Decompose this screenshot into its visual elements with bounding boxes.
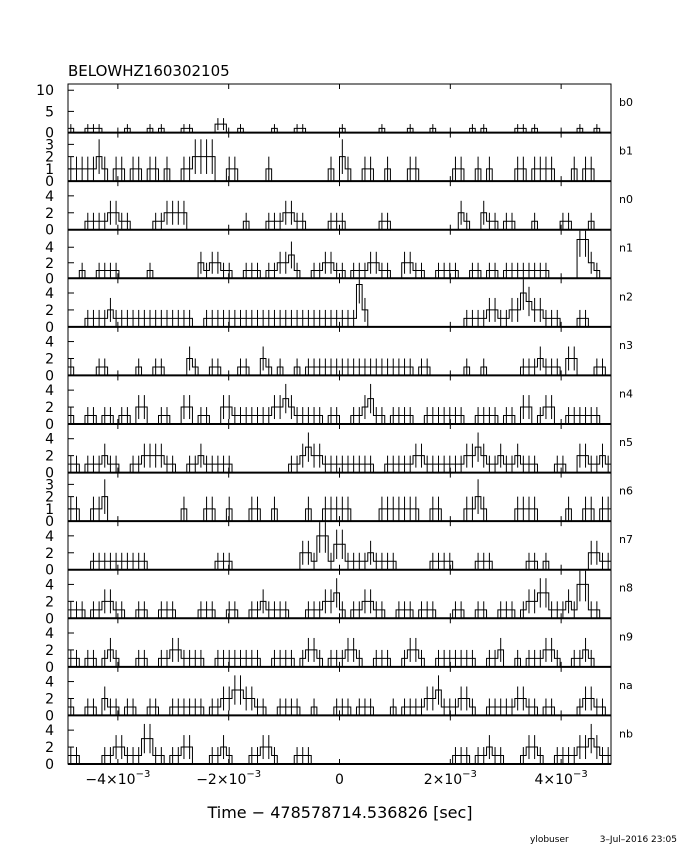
detector-label: n5 (619, 436, 633, 449)
x-tick-label: 0 (335, 772, 344, 788)
y-tick-label: 0 (45, 757, 54, 773)
detector-label: na (619, 678, 633, 692)
y-tick-label: 4 (45, 674, 54, 691)
y-tick-label: 2 (45, 351, 54, 368)
y-tick-label: 4 (45, 723, 54, 740)
panels (36, 83, 633, 773)
x-tick-label: $4\times 10^{-3}$ (534, 769, 588, 788)
detector-label: b1 (619, 144, 633, 158)
y-tick-label: 10 (36, 83, 54, 100)
y-tick-label: 4 (45, 334, 54, 351)
y-tick-label: 3 (45, 137, 54, 154)
detector-label: n3 (619, 338, 633, 352)
panel-nb (45, 715, 633, 773)
y-tick-label: 4 (45, 188, 54, 205)
detector-label: n6 (619, 484, 633, 498)
y-tick-label: 2 (45, 302, 54, 319)
panel-frame (68, 667, 611, 716)
panel-frame (68, 278, 611, 327)
histogram-n1 (68, 239, 611, 278)
y-tick-label: 0 (45, 611, 54, 628)
y-tick-label: 4 (45, 383, 54, 400)
y-tick-label: 2 (45, 594, 54, 611)
y-tick-label: 0 (45, 562, 54, 579)
panel-frame (68, 327, 611, 376)
y-tick-label: 1 (45, 161, 54, 178)
y-tick-label: 0 (45, 125, 54, 142)
detector-label: n9 (619, 630, 633, 644)
y-tick-label: 2 (45, 489, 54, 506)
x-tick-label: $2\times 10^{-3}$ (423, 769, 477, 788)
x-axis (85, 769, 587, 788)
panel-frame (68, 84, 611, 133)
y-tick-label: 4 (45, 431, 54, 448)
y-tick-label: 0 (45, 708, 54, 725)
panel-frame (68, 618, 611, 667)
x-axis-label: Time − 478578714.536826 [sec] (207, 803, 473, 822)
y-tick-label: 2 (45, 691, 54, 708)
panel-frame (68, 424, 611, 473)
x-tick-label: $-4\times 10^{-3}$ (85, 769, 151, 788)
y-tick-label: 0 (45, 174, 54, 191)
histogram-n7 (68, 536, 611, 570)
panel-frame (68, 181, 611, 230)
histogram-n2 (68, 285, 611, 327)
detector-label: n8 (619, 581, 633, 595)
y-tick-label: 0 (45, 417, 54, 433)
y-tick-label: 0 (45, 659, 54, 676)
footer-date: 3–Jul–2016 23:05 (599, 835, 677, 845)
panel-frame (68, 521, 611, 570)
detector-label: b0 (619, 96, 633, 109)
y-tick-label: 2 (45, 149, 54, 166)
panel-frame (68, 715, 611, 764)
y-tick-label: 3 (45, 477, 54, 494)
y-tick-label: 2 (45, 400, 54, 417)
y-tick-label: 2 (45, 642, 54, 659)
y-tick-label: 0 (45, 222, 54, 239)
y-tick-label: 4 (45, 625, 54, 642)
y-tick-label: 2 (45, 740, 54, 757)
y-tick-label: 4 (45, 240, 54, 257)
chart-title: BELOWHZ160302105 (68, 62, 230, 80)
histogram-n8 (68, 584, 611, 618)
y-tick-label: 4 (45, 528, 54, 545)
y-tick-label: 1 (45, 501, 54, 518)
y-tick-label: 2 (45, 448, 54, 465)
y-tick-label: 2 (45, 255, 54, 272)
detector-label: nb (619, 727, 633, 741)
y-tick-label: 2 (45, 205, 54, 222)
y-tick-label: 4 (45, 577, 54, 594)
detector-label: n1 (619, 241, 633, 255)
y-tick-label: 2 (45, 545, 54, 562)
y-tick-label: 0 (45, 271, 54, 288)
y-tick-label: 4 (45, 285, 54, 302)
y-tick-label: 5 (45, 104, 54, 121)
detector-label: n7 (619, 533, 633, 547)
detector-label: n4 (619, 387, 633, 401)
detector-label: n2 (619, 290, 633, 304)
y-tick-label: 0 (45, 368, 54, 385)
x-tick-label: $-2\times 10^{-3}$ (196, 769, 262, 788)
y-tick-label: 0 (45, 319, 54, 336)
y-tick-label: 0 (45, 514, 54, 531)
y-tick-label: 0 (45, 465, 54, 482)
panel-frame (68, 473, 611, 522)
detector-label: n0 (619, 193, 633, 207)
footer-user: ylobuser (530, 835, 569, 845)
